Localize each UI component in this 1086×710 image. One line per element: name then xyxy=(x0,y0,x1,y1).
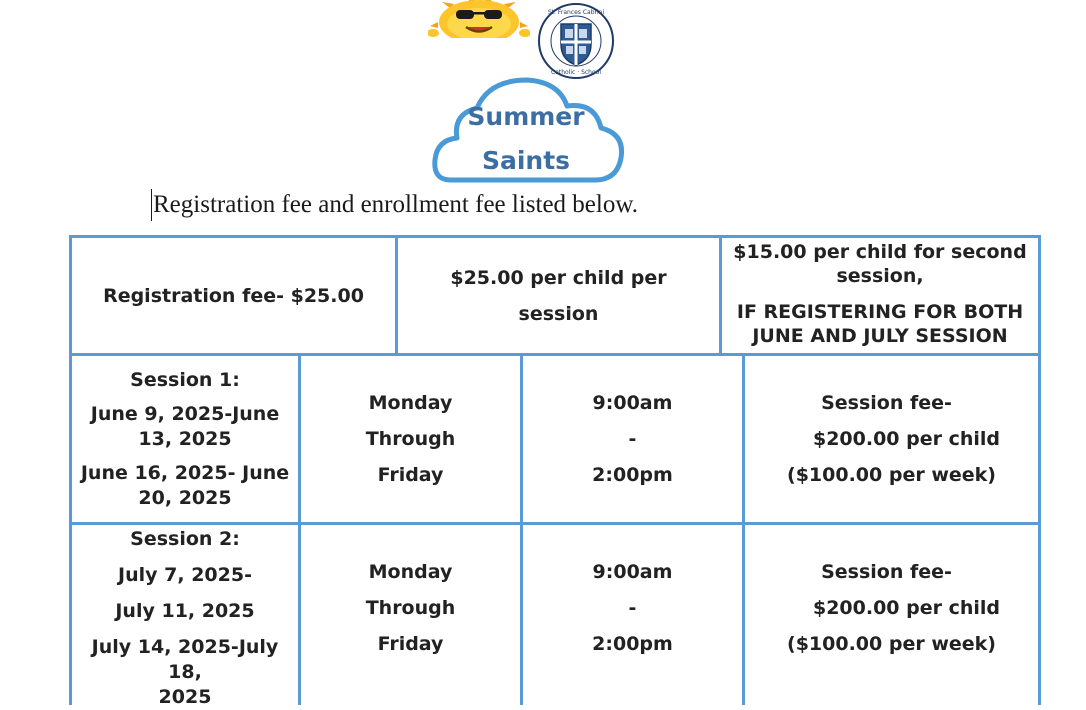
school-seal-icon xyxy=(537,2,615,80)
session-1-dates-b-line2: 20, 2025 xyxy=(138,486,232,509)
session-1-days-line3: Friday xyxy=(377,464,444,486)
session-1-title: Session 1: xyxy=(130,368,240,391)
session-1-time-end: 2:00pm xyxy=(592,464,673,486)
second-session-line1: $15.00 per child for second xyxy=(733,241,1027,263)
session-2-days-line1: Monday xyxy=(368,561,453,583)
second-session-line2: session, xyxy=(836,265,924,287)
per-child-fee-cell xyxy=(398,238,719,353)
session-1-time-sep: - xyxy=(628,428,637,450)
session-1-days-cell xyxy=(301,356,520,522)
session-1-dates-a-line2: 13, 2025 xyxy=(138,427,232,450)
fee-schedule-table xyxy=(69,235,1041,708)
session-2-title: Session 2: xyxy=(130,528,240,550)
session-2-time-end: 2:00pm xyxy=(592,633,673,655)
both-sessions-line1: IF REGISTERING FOR BOTH xyxy=(736,301,1024,323)
session-1-dates-b-line1: June 16, 2025- June xyxy=(80,461,290,484)
session-1-days-line1: Monday xyxy=(368,392,453,414)
session-1-days-line2: Through xyxy=(365,428,456,450)
session-2-dates-cell xyxy=(72,525,298,708)
session-2-dates-a-line2: July 11, 2025 xyxy=(115,600,255,622)
session-2-time-sep: - xyxy=(628,597,637,619)
session-2-time-cell xyxy=(523,525,742,691)
session-2-dates-b-line2: 2025 xyxy=(158,686,212,708)
per-child-fee-line2: session xyxy=(518,302,599,325)
session-2-fee-line1: Session fee- xyxy=(821,561,952,583)
per-child-fee-line1: $25.00 per child per xyxy=(450,266,667,289)
seal-text-bottom: Catholic · School xyxy=(551,69,601,76)
session-1-dates-cell xyxy=(72,356,298,522)
session-2-fee-line2: $200.00 per child xyxy=(812,597,1001,619)
session-2-days-line2: Through xyxy=(365,597,456,619)
both-sessions-line2: JUNE AND JULY SESSION xyxy=(752,325,1008,347)
registration-fee-text: Registration fee- $25.00 xyxy=(103,284,364,307)
session-1-fee-line3: ($100.00 per week) xyxy=(787,464,996,486)
session-2-days-cell xyxy=(301,525,520,691)
sun-mascot-icon xyxy=(428,0,530,38)
session-1-time-cell xyxy=(523,356,742,522)
logo-title-line1: Summer xyxy=(467,102,585,131)
session-1-fee-cell xyxy=(745,356,1038,522)
intro-text: Registration fee and enrollment fee listed below. xyxy=(151,189,638,221)
session-2-fee-cell xyxy=(745,525,1038,691)
session-1-dates-a-line1: June 9, 2025-June xyxy=(90,402,280,425)
session-1-time-start: 9:00am xyxy=(592,392,673,414)
registration-fee-cell xyxy=(72,238,395,353)
session-2-time-start: 9:00am xyxy=(592,561,673,583)
session-2-dates-a-line1: July 7, 2025- xyxy=(118,564,252,586)
session-2-dates-b-line1: July 14, 2025-July 18, xyxy=(91,636,279,683)
session-2-fee-line3: ($100.00 per week) xyxy=(787,633,996,655)
session-2-days-line3: Friday xyxy=(377,633,444,655)
logo-title-line2: Saints xyxy=(481,146,571,175)
session-1-fee-line2: $200.00 per child xyxy=(812,428,1001,450)
second-session-fee-cell xyxy=(722,235,1038,353)
seal-text-top: St. Frances Cabrini xyxy=(547,9,605,16)
session-1-fee-line1: Session fee- xyxy=(821,392,952,414)
